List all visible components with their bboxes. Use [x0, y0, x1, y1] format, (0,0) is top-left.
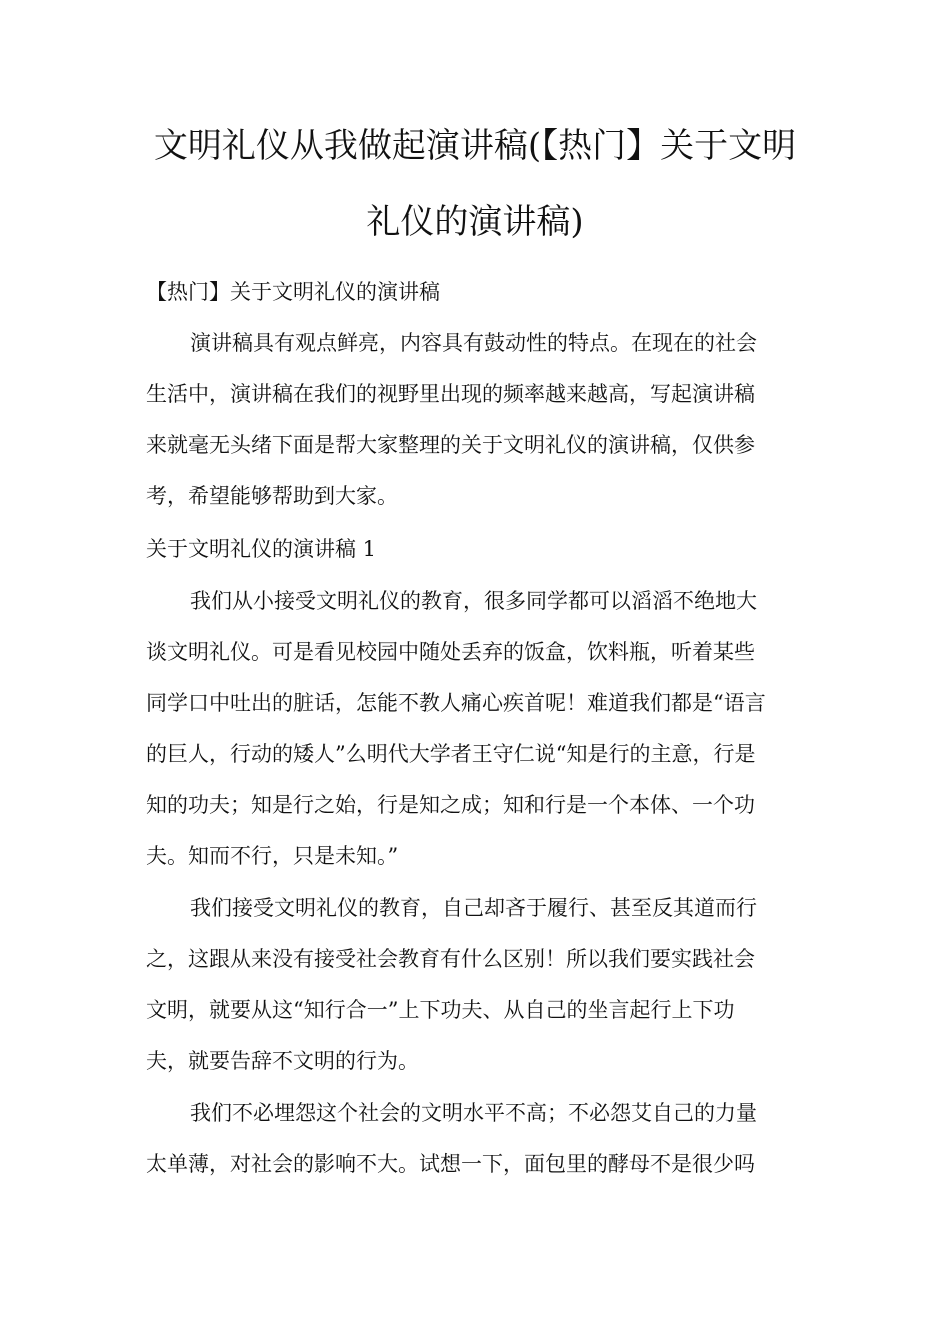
document-title-line-2: 礼仪的演讲稿) [366, 202, 584, 242]
paragraph-line: 知的功夫；知是行之始，行是知之成；知和行是一个本体、一个功 [146, 793, 755, 817]
intro-line: 生活中，演讲稿在我们的视野里出现的频率越来越高，写起演讲稿 [146, 382, 755, 406]
document-subtitle: 【热门】关于文明礼仪的演讲稿 [146, 280, 440, 304]
paragraph-line: 太单薄，对社会的影响不大。试想一下，面包里的酵母不是很少吗 [146, 1152, 755, 1176]
paragraph-line: 的巨人，行动的矮人”么明代大学者王守仁说“知是行的主意，行是 [146, 742, 756, 766]
paragraph-line: 我们不必埋怨这个社会的文明水平不高；不必怨艾自己的力量 [190, 1101, 757, 1125]
intro-line: 来就毫无头绪下面是帮大家整理的关于文明礼仪的演讲稿，仅供参 [146, 433, 755, 457]
section-heading: 关于文明礼仪的演讲稿 1 [146, 537, 377, 561]
intro-line: 考，希望能够帮助到大家。 [146, 484, 398, 508]
paragraph-line: 之，这跟从来没有接受社会教育有什么区别！所以我们要实践社会 [146, 947, 755, 971]
paragraph-line: 夫。知而不行，只是未知。” [146, 844, 399, 868]
paragraph-line: 同学口中吐出的脏话，怎能不教人痛心疾首呢！难道我们都是“语言 [146, 691, 766, 715]
paragraph-line: 夫，就要告辞不文明的行为。 [146, 1049, 419, 1073]
paragraph-line: 我们接受文明礼仪的教育，自己却吝于履行、甚至反其道而行 [190, 896, 757, 920]
paragraph-line: 我们从小接受文明礼仪的教育，很多同学都可以滔滔不绝地大 [190, 589, 757, 613]
paragraph-line: 谈文明礼仪。可是看见校园中随处丢弃的饭盒，饮料瓶，听着某些 [146, 640, 755, 664]
document-title-line-1: 文明礼仪从我做起演讲稿(【热门】关于文明 [153, 126, 797, 166]
paragraph-line: 文明，就要从这“知行合一”上下功夫、从自己的坐言起行上下功 [146, 998, 735, 1022]
intro-line: 演讲稿具有观点鲜亮，内容具有鼓动性的特点。在现在的社会 [190, 331, 757, 355]
